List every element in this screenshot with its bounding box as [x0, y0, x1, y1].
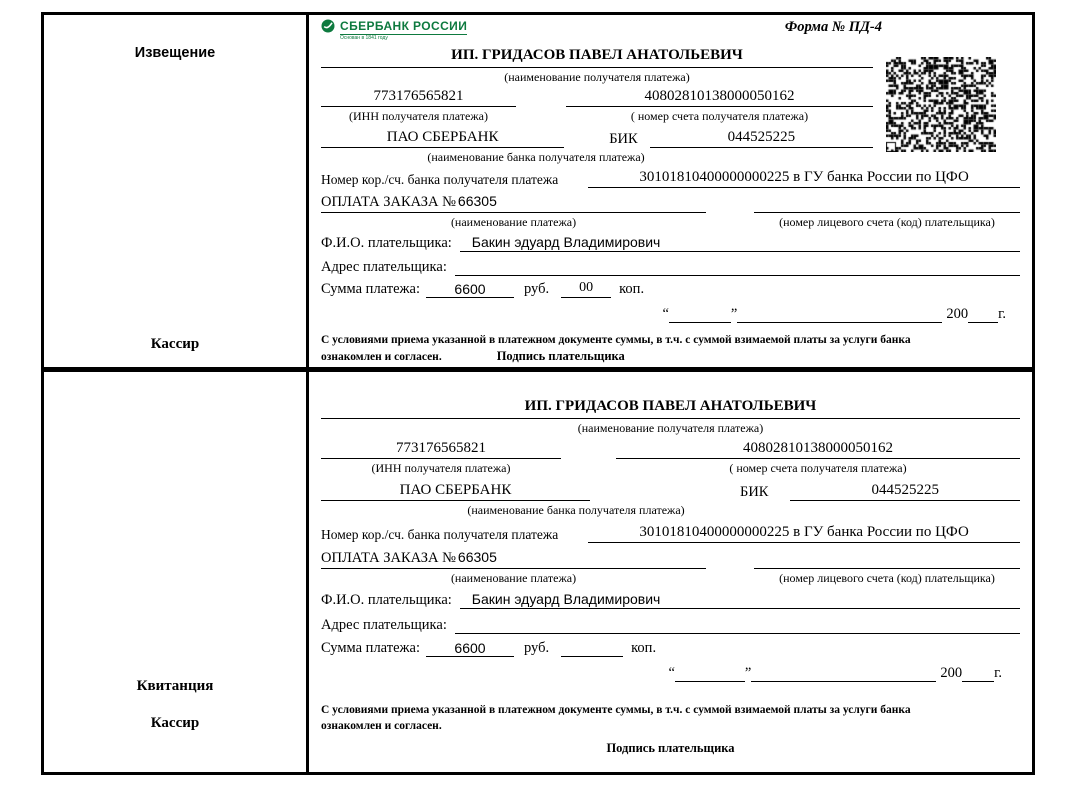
quote-close: ” [744, 665, 752, 681]
form-border [41, 12, 1035, 775]
payment-caption: (наименование платежа) [450, 571, 577, 585]
inn-value: 773176565821 [321, 440, 561, 459]
payer-code-caption: (номер лицевого счета (код) плательщика) [779, 571, 995, 585]
payment-prefix: ОПЛАТА ЗАКАЗА № [321, 194, 456, 210]
spacer [561, 459, 616, 477]
payer-fio-value: Бакин эдуард Владимирович [460, 234, 1020, 252]
payee-name-caption: (наименование получателя платежа) [504, 70, 690, 84]
quote-open: “ [668, 665, 675, 681]
corr-account-label: Номер кор./сч. банка получателя платежа [321, 172, 559, 187]
payment-row [321, 549, 1020, 569]
notice-main [309, 15, 1032, 367]
account-caption: ( номер счета получателя платежа) [630, 109, 809, 123]
payer-code-blank-line [754, 194, 1020, 213]
payer-fio-label: Ф.И.О. плательщика: [321, 592, 452, 608]
payer-code-caption: (номер лицевого счета (код) плательщика) [779, 215, 995, 229]
spacer [516, 107, 566, 125]
account-value: 40802810138000050162 [566, 88, 873, 107]
bik-label: БИК [740, 484, 769, 500]
corr-account-value: 30101810400000000225 в ГУ банка России по ЦФО [588, 524, 1020, 543]
year-prefix: 200 [940, 665, 963, 681]
bik-label: БИК [609, 131, 638, 147]
year-suffix: г. [994, 665, 1002, 681]
inn-value: 773176565821 [321, 88, 516, 107]
date-row [321, 665, 1020, 682]
terms-line2-row [321, 348, 1020, 366]
terms-line1: С условиями приема указанной в платежном документе суммы, в т.ч. с суммой взимаемой платы за услуги банка [321, 704, 911, 716]
payment-row [321, 193, 1020, 213]
section-receipt [44, 372, 1032, 772]
payment-name-field [321, 193, 706, 213]
sum-label: Сумма платежа: [321, 640, 420, 656]
amount-kop-value [561, 639, 623, 657]
payee-name-value: ИП. ГРИДАСОВ ПАВЕЛ АНАТОЛЬЕВИЧ [321, 396, 1020, 419]
payee-name-caption: (наименование получателя платежа) [577, 421, 764, 435]
sum-row [321, 639, 1020, 657]
inn-caption: (ИНН получателя платежа) [349, 109, 488, 123]
sberbank-logo-icon [321, 19, 335, 33]
bik-value: 044525225 [650, 129, 873, 148]
order-number: 66305 [457, 193, 497, 209]
corr-account-row [321, 524, 1020, 543]
year-suffix: г. [998, 306, 1006, 322]
inn-account-captions [321, 107, 873, 125]
notice-stub [44, 15, 309, 367]
date-row [321, 306, 1020, 323]
bik-value: 044525225 [790, 482, 1020, 501]
payer-fio-row [321, 234, 1020, 252]
account-caption: ( номер счета получателя платежа) [729, 461, 907, 475]
sberbank-brand-name: СБЕРБАНК РОССИИ [340, 19, 468, 33]
receipt-main [309, 372, 1032, 772]
payer-address-row [321, 614, 1020, 634]
year-prefix: 200 [946, 306, 969, 322]
year-blank [968, 306, 998, 323]
rub-label: руб. [524, 640, 550, 656]
terms-line1: С условиями приема указанной в платежном документе суммы, в т.ч. с суммой взимаемой платы за услуги банка [321, 334, 911, 346]
payment-caption: (наименование платежа) [450, 215, 577, 229]
sberbank-tagline: Основан в 1841 году [340, 35, 388, 41]
quote-close: ” [730, 306, 738, 322]
date-month-blank [751, 665, 936, 682]
section-notice [44, 15, 1032, 372]
corr-account-row [321, 169, 1020, 188]
payment-captions [321, 213, 1020, 231]
payer-fio-value: Бакин эдуард Владимирович [460, 591, 1020, 609]
sum-label: Сумма платежа: [321, 281, 420, 297]
inn-account-captions [321, 459, 1020, 477]
payment-prefix: ОПЛАТА ЗАКАЗА № [321, 550, 456, 566]
payer-code-blank-line [754, 550, 1020, 569]
sum-row [321, 280, 1020, 298]
payer-address-label: Адрес плательщика: [321, 617, 447, 633]
bank-caption: (наименование банка получателя платежа) [427, 150, 645, 164]
cashier-label: Кассир [150, 336, 200, 352]
qr-code [886, 57, 996, 152]
inn-account-row [321, 88, 873, 107]
rub-label: руб. [524, 281, 550, 297]
terms-line2: ознакомлен и согласен. [321, 720, 442, 733]
bank-name-value: ПАО СБЕРБАНК [321, 129, 564, 148]
year-blank [962, 665, 994, 682]
kop-label: коп. [631, 640, 657, 656]
sberbank-logo [321, 19, 467, 41]
notice-top-block [321, 45, 873, 166]
terms-line2: ознакомлен и согласен. [321, 351, 442, 364]
order-number: 66305 [457, 549, 497, 565]
bank-caption: (наименование банка получателя платежа) [467, 503, 685, 517]
amount-rub-value: 6600 [426, 281, 514, 298]
inn-caption: (ИНН получателя платежа) [371, 461, 511, 475]
date-day-blank [675, 665, 745, 682]
amount-kop-value: 00 [561, 280, 611, 298]
payer-signature-label: Подпись плательщика [606, 741, 735, 756]
bank-name-value: ПАО СБЕРБАНК [321, 482, 590, 501]
notice-title: Извещение [134, 45, 216, 61]
payment-name-field [321, 549, 706, 569]
payer-address-blank-line [455, 614, 1020, 634]
date-day-blank [669, 306, 731, 323]
payer-fio-row [321, 591, 1020, 609]
receipt-stub [44, 372, 309, 772]
notice-header [321, 19, 1020, 45]
kop-label: коп. [619, 281, 645, 297]
date-month-blank [737, 306, 942, 323]
corr-account-label: Номер кор./сч. банка получателя платежа [321, 527, 559, 542]
account-value: 40802810138000050162 [616, 440, 1020, 459]
payer-address-blank-line [455, 256, 1020, 276]
terms-block [321, 702, 1020, 758]
form-number: Форма № ПД-4 [784, 19, 882, 35]
inn-account-row [321, 440, 1020, 459]
payee-name-value: ИП. ГРИДАСОВ ПАВЕЛ АНАТОЛЬЕВИЧ [321, 45, 873, 68]
payer-address-label: Адрес плательщика: [321, 259, 447, 275]
payer-address-row [321, 256, 1020, 276]
amount-rub-value: 6600 [426, 640, 514, 657]
payer-fio-label: Ф.И.О. плательщика: [321, 235, 452, 251]
payment-captions [321, 569, 1020, 587]
bank-row [321, 129, 873, 148]
quote-open: “ [662, 306, 669, 322]
corr-account-value: 30101810400000000225 в ГУ банка России по ЦФО [588, 169, 1020, 188]
cashier-label: Кассир [150, 715, 200, 731]
sberbank-logo-text [340, 19, 467, 41]
bank-row [321, 482, 1020, 501]
terms-block [321, 332, 1020, 366]
payer-signature-label: Подпись плательщика [496, 349, 625, 364]
receipt-title: Квитанция [136, 678, 214, 694]
